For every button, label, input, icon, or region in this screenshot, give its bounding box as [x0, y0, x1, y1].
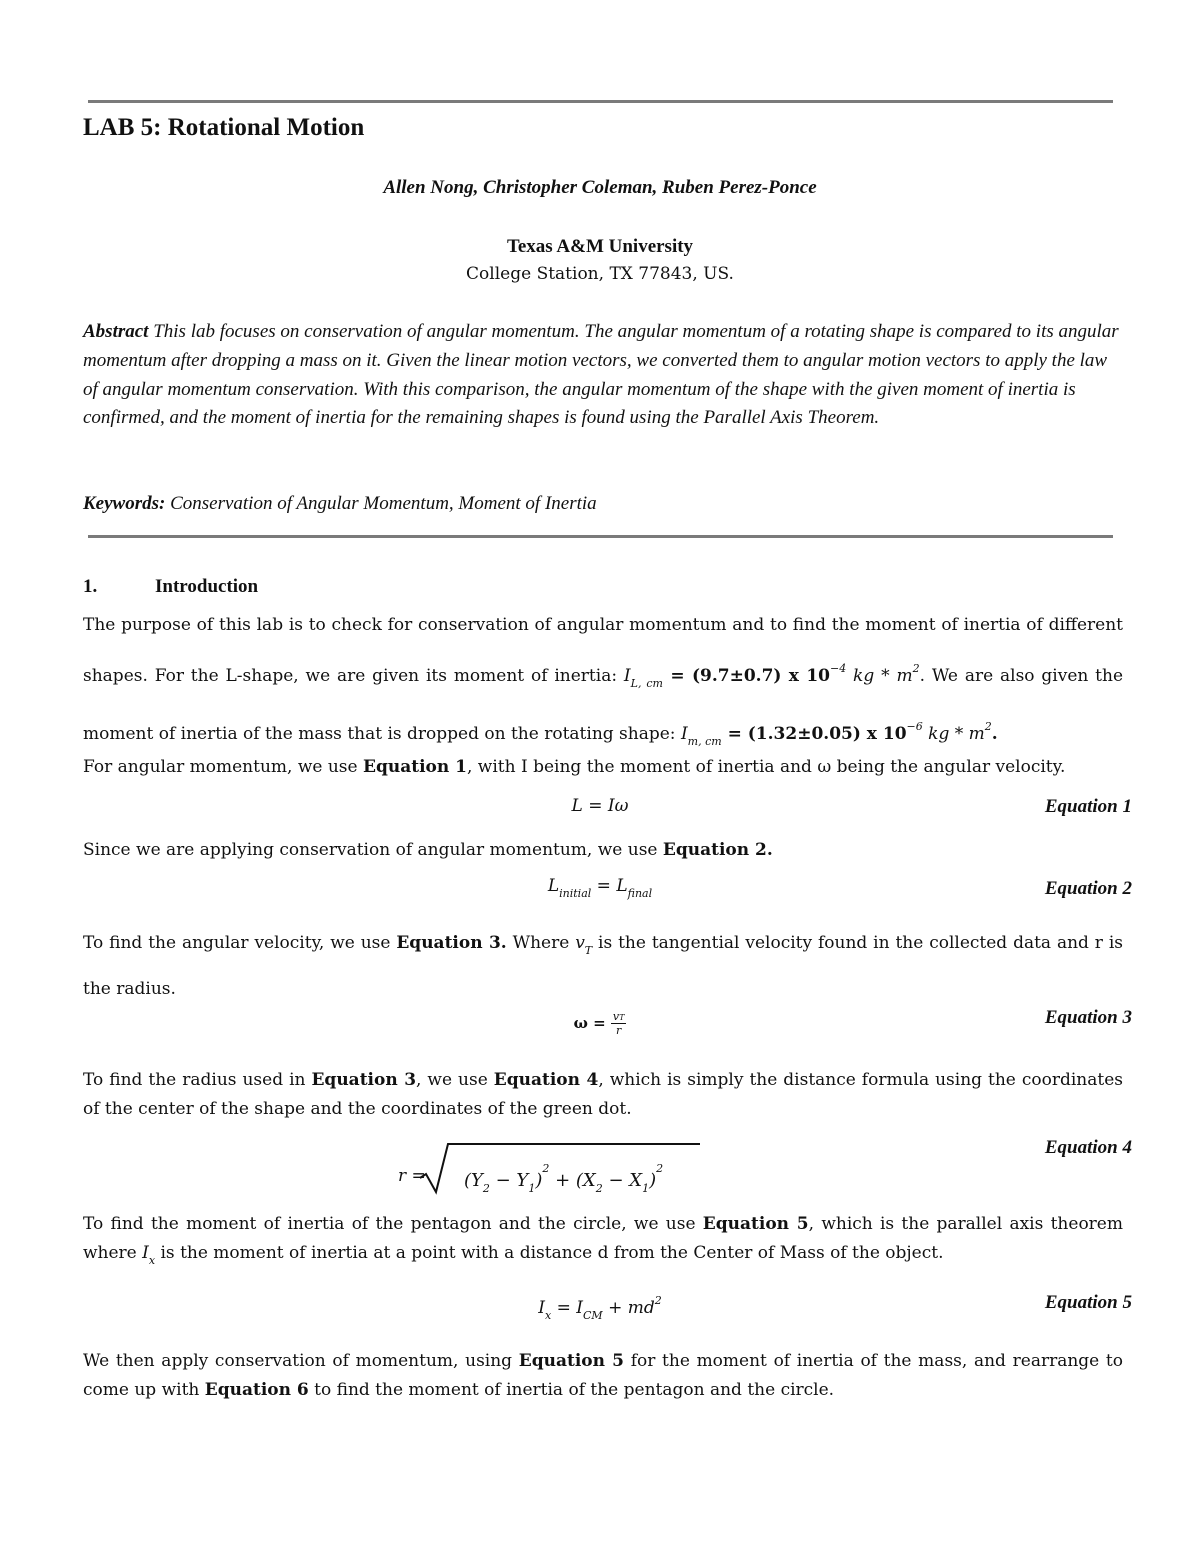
equation-4-label: Equation 4 — [1044, 1137, 1132, 1158]
equation-4: r = $(Y_2 - Y_1)^2 + (X_2 - X_1)^2$ — [398, 1140, 718, 1196]
intro-text: The purpose of this lab is to check for conservation of angular momentum and to find the moment of inertia of different shapes. For the L-shape, we are given its moment of inertia: — [83, 615, 1123, 686]
intro-paragraph-3: Since we are applying conservation of angular momentum, we use Equation 2. — [83, 840, 773, 860]
equation-2-label: Equation 2 — [1044, 878, 1132, 899]
section-title: Introduction — [155, 576, 259, 597]
intro-text: . We are also given the moment of inertia of the mass that is dropped on the rotating shape: — [83, 666, 1124, 744]
abstract-label: Abstract — [83, 321, 149, 342]
section-number: 1. — [83, 576, 98, 597]
inline-eq-l-shape: $I_{L, cm} = (9.7\pm 0.7)$ x $10^{-4}$ kg * $m^2$ — [623, 662, 920, 690]
section-heading — [83, 576, 258, 598]
location: College Station, TX 77843, US. — [466, 264, 734, 284]
keywords-text: Conservation of Angular Momentum, Moment of Inertia — [170, 493, 597, 514]
intro-paragraph-1 — [83, 604, 1123, 763]
keywords-label: Keywords: — [83, 493, 166, 514]
keywords — [83, 490, 1123, 519]
university: Texas A&M University — [506, 236, 694, 257]
equation-2: $L_{initial} = L_{final}$ — [547, 876, 653, 900]
abstract-rule — [88, 535, 1113, 538]
authors: Allen Nong, Christopher Coleman, Ruben Perez-Ponce — [383, 177, 817, 198]
inline-eq-mass: $I_{m, cm} = (1.32\pm 0.05)$ x $10^{-6}$ kg * $m^2$ — [680, 720, 992, 748]
equation-1-label: Equation 1 — [1044, 796, 1132, 817]
intro-paragraph-5: To find the radius used in Equation 3, we use Equation 4, which is simply the distance formula using the coordinates of the center of the shape and the coordinates of the green dot. — [83, 1070, 1123, 1119]
equation-3-label: Equation 3 — [1044, 1007, 1132, 1028]
fraction: $\frac{vT}{r}$ — [612, 1010, 625, 1037]
equation-3: ω = $\frac{vT}{r}$ — [573, 1010, 625, 1037]
period: . — [991, 724, 998, 744]
equation-5-label: Equation 5 — [1044, 1292, 1132, 1313]
paper-title: LAB 5: Rotational Motion — [83, 114, 365, 141]
abstract — [83, 318, 1123, 433]
intro-paragraph-6: To find the moment of inertia of the pentagon and the circle, we use Equation 5, which is the parallel axis theorem where $I_x$ is the moment of inertia at a point with a distance d from the Center of Mass of the object. — [83, 1214, 1123, 1267]
top-rule — [88, 100, 1113, 103]
equation-5: $I_x = I_{CM} + md^2$ — [538, 1294, 662, 1322]
equation-1: L = Iω — [571, 796, 629, 816]
intro-paragraph-2: For angular momentum, we use Equation 1, with I being the moment of inertia and ω being the angular velocity. — [83, 757, 1066, 777]
intro-paragraph-4: To find the angular velocity, we use Equation 3. Where $v_T$ is the tangential velocity found in the collected data and r is the radius. — [83, 933, 1123, 999]
abstract-text: This lab focuses on conservation of angular momentum. The angular momentum of a rotating shape is compared to its angular momentum after dropping a mass on it. Given the linear motion vectors, we converted them to angular motion vectors to apply the law of angular momentum conservation. With this comparison, the angular momentum of the shape with the given moment of inertia is confirmed, and the moment of inertia for the remaining shapes is found using the Parallel Axis Theorem. — [83, 321, 1119, 429]
intro-paragraph-7: We then apply conservation of momentum, using Equation 5 for the moment of inertia of the mass, and rearrange to come up with Equation 6 to find the moment of inertia of the pentagon and the circle. — [83, 1351, 1123, 1400]
